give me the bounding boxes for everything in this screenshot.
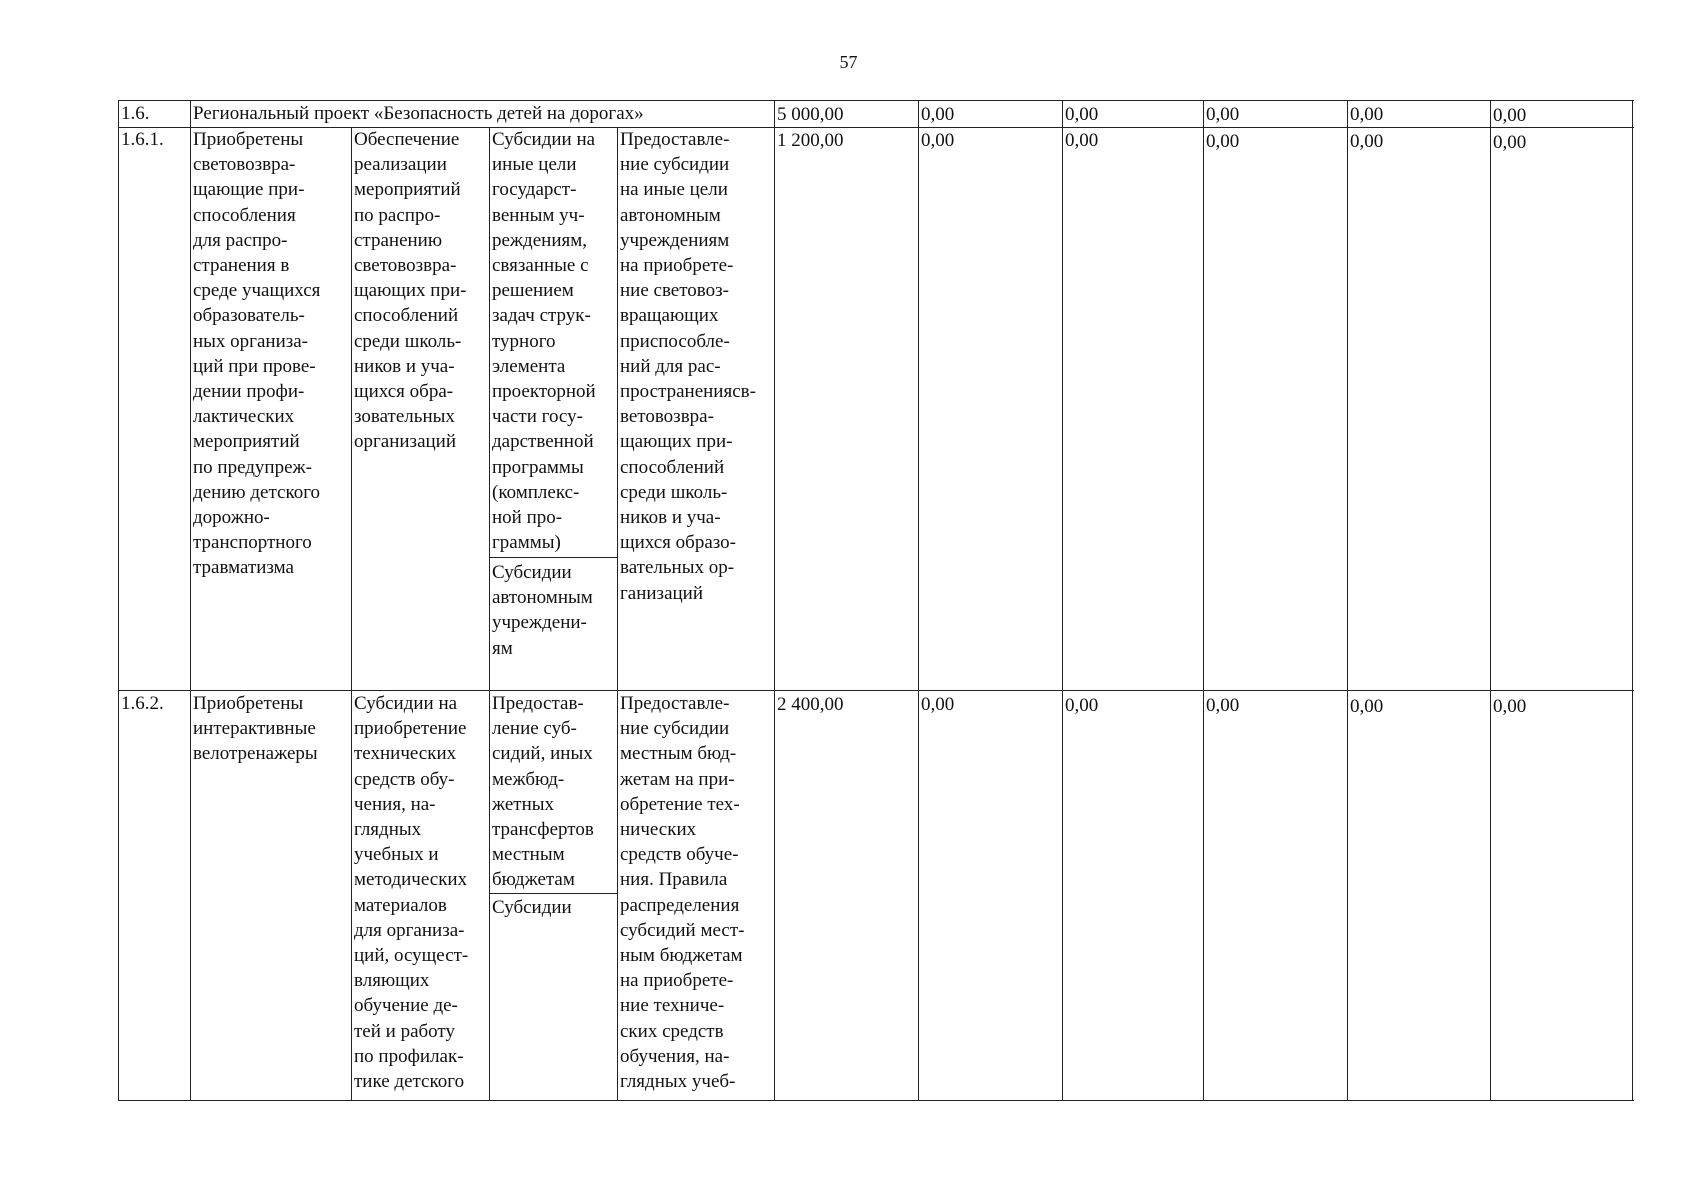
amount-cell: 0,00 xyxy=(1065,130,1099,151)
result-cell: Приобретены интерактивные велотренажеры xyxy=(193,693,318,765)
row-code: 1.6.2. xyxy=(121,693,164,714)
amount-cell: 0,00 xyxy=(1493,132,1527,153)
amount-cell: 0,00 xyxy=(1493,696,1527,717)
payment-type-cell: Субсидии xyxy=(492,897,572,918)
amount-cell: 0,00 xyxy=(1350,131,1384,152)
amount-cell: 5 000,00 xyxy=(777,104,844,125)
row-code: 1.6.1. xyxy=(121,129,164,150)
amount-cell: 0,00 xyxy=(1350,696,1384,717)
amount-cell: 0,00 xyxy=(1206,104,1240,125)
result-cell: Приобретены световозвра- щающие при- способления для распро- странения в среде учащихся образователь- ных организа- ций при прове- дении профи- лактических мероприятий по предупреж- дению детского дорожно- транспортного травматизма xyxy=(193,129,321,579)
payment-type-cell: Предостав- ление суб- сидий, иных межбюд- жетных трансфертов местным бюджетам xyxy=(492,693,594,891)
description-cell: Предоставле- ние субсидии местным бюд- жетам на при- обретение тех- нических средств обуче- ния. Правила распределения субсидий мест- ным бюджетам на приобрете- ние техниче- ских средств обучения, на- глядных учеб- xyxy=(620,693,745,1093)
row-code: 1.6. xyxy=(121,103,150,124)
amount-cell: 2 400,00 xyxy=(777,694,844,715)
characteristic-cell: Субсидии на приобретение технических средств обу- чения, на- глядных учебных и методических материалов для организа- ций, осущест- вляющих обучение де- тей и работу по профилак- тике детского xyxy=(354,693,469,1093)
amount-cell: 0,00 xyxy=(921,104,955,125)
payment-type-cell: Субсидии автономным учреждени- ям xyxy=(492,562,593,659)
amount-cell: 1 200,00 xyxy=(777,130,844,151)
amount-cell: 0,00 xyxy=(1493,105,1527,126)
budget-table xyxy=(118,100,1634,1101)
amount-cell: 0,00 xyxy=(921,130,955,151)
amount-cell: 0,00 xyxy=(1206,695,1240,716)
row-title: Региональный проект «Безопасность детей на дорогах» xyxy=(193,103,644,124)
description-cell: Предоставле- ние субсидии на иные цели автономным учреждениям на приобрете- ние световоз- вращающих приспособле- ний для рас- пространениясв- ветовозвра- щающих при- способлений среди школь- ников и уча- щихся образо- вательных ор- ганизаций xyxy=(620,129,756,604)
amount-cell: 0,00 xyxy=(1206,131,1240,152)
page-number: 57 xyxy=(839,52,858,72)
amount-cell: 0,00 xyxy=(1065,695,1099,716)
amount-cell: 0,00 xyxy=(921,694,955,715)
characteristic-cell: Обеспечение реализации мероприятий по распро- странению световозвра- щающих при- способлений среди школь- ников и уча- щихся обра- зовательных организаций xyxy=(354,129,467,453)
amount-cell: 0,00 xyxy=(1065,104,1099,125)
amount-cell: 0,00 xyxy=(1350,104,1384,125)
payment-type-cell: Субсидии на иные цели государст- венным уч- реждениям, связанные с решением задач струк- турного элемента проекторной части госу- дарственной программы (комплекс- ной про- граммы) xyxy=(492,129,596,554)
